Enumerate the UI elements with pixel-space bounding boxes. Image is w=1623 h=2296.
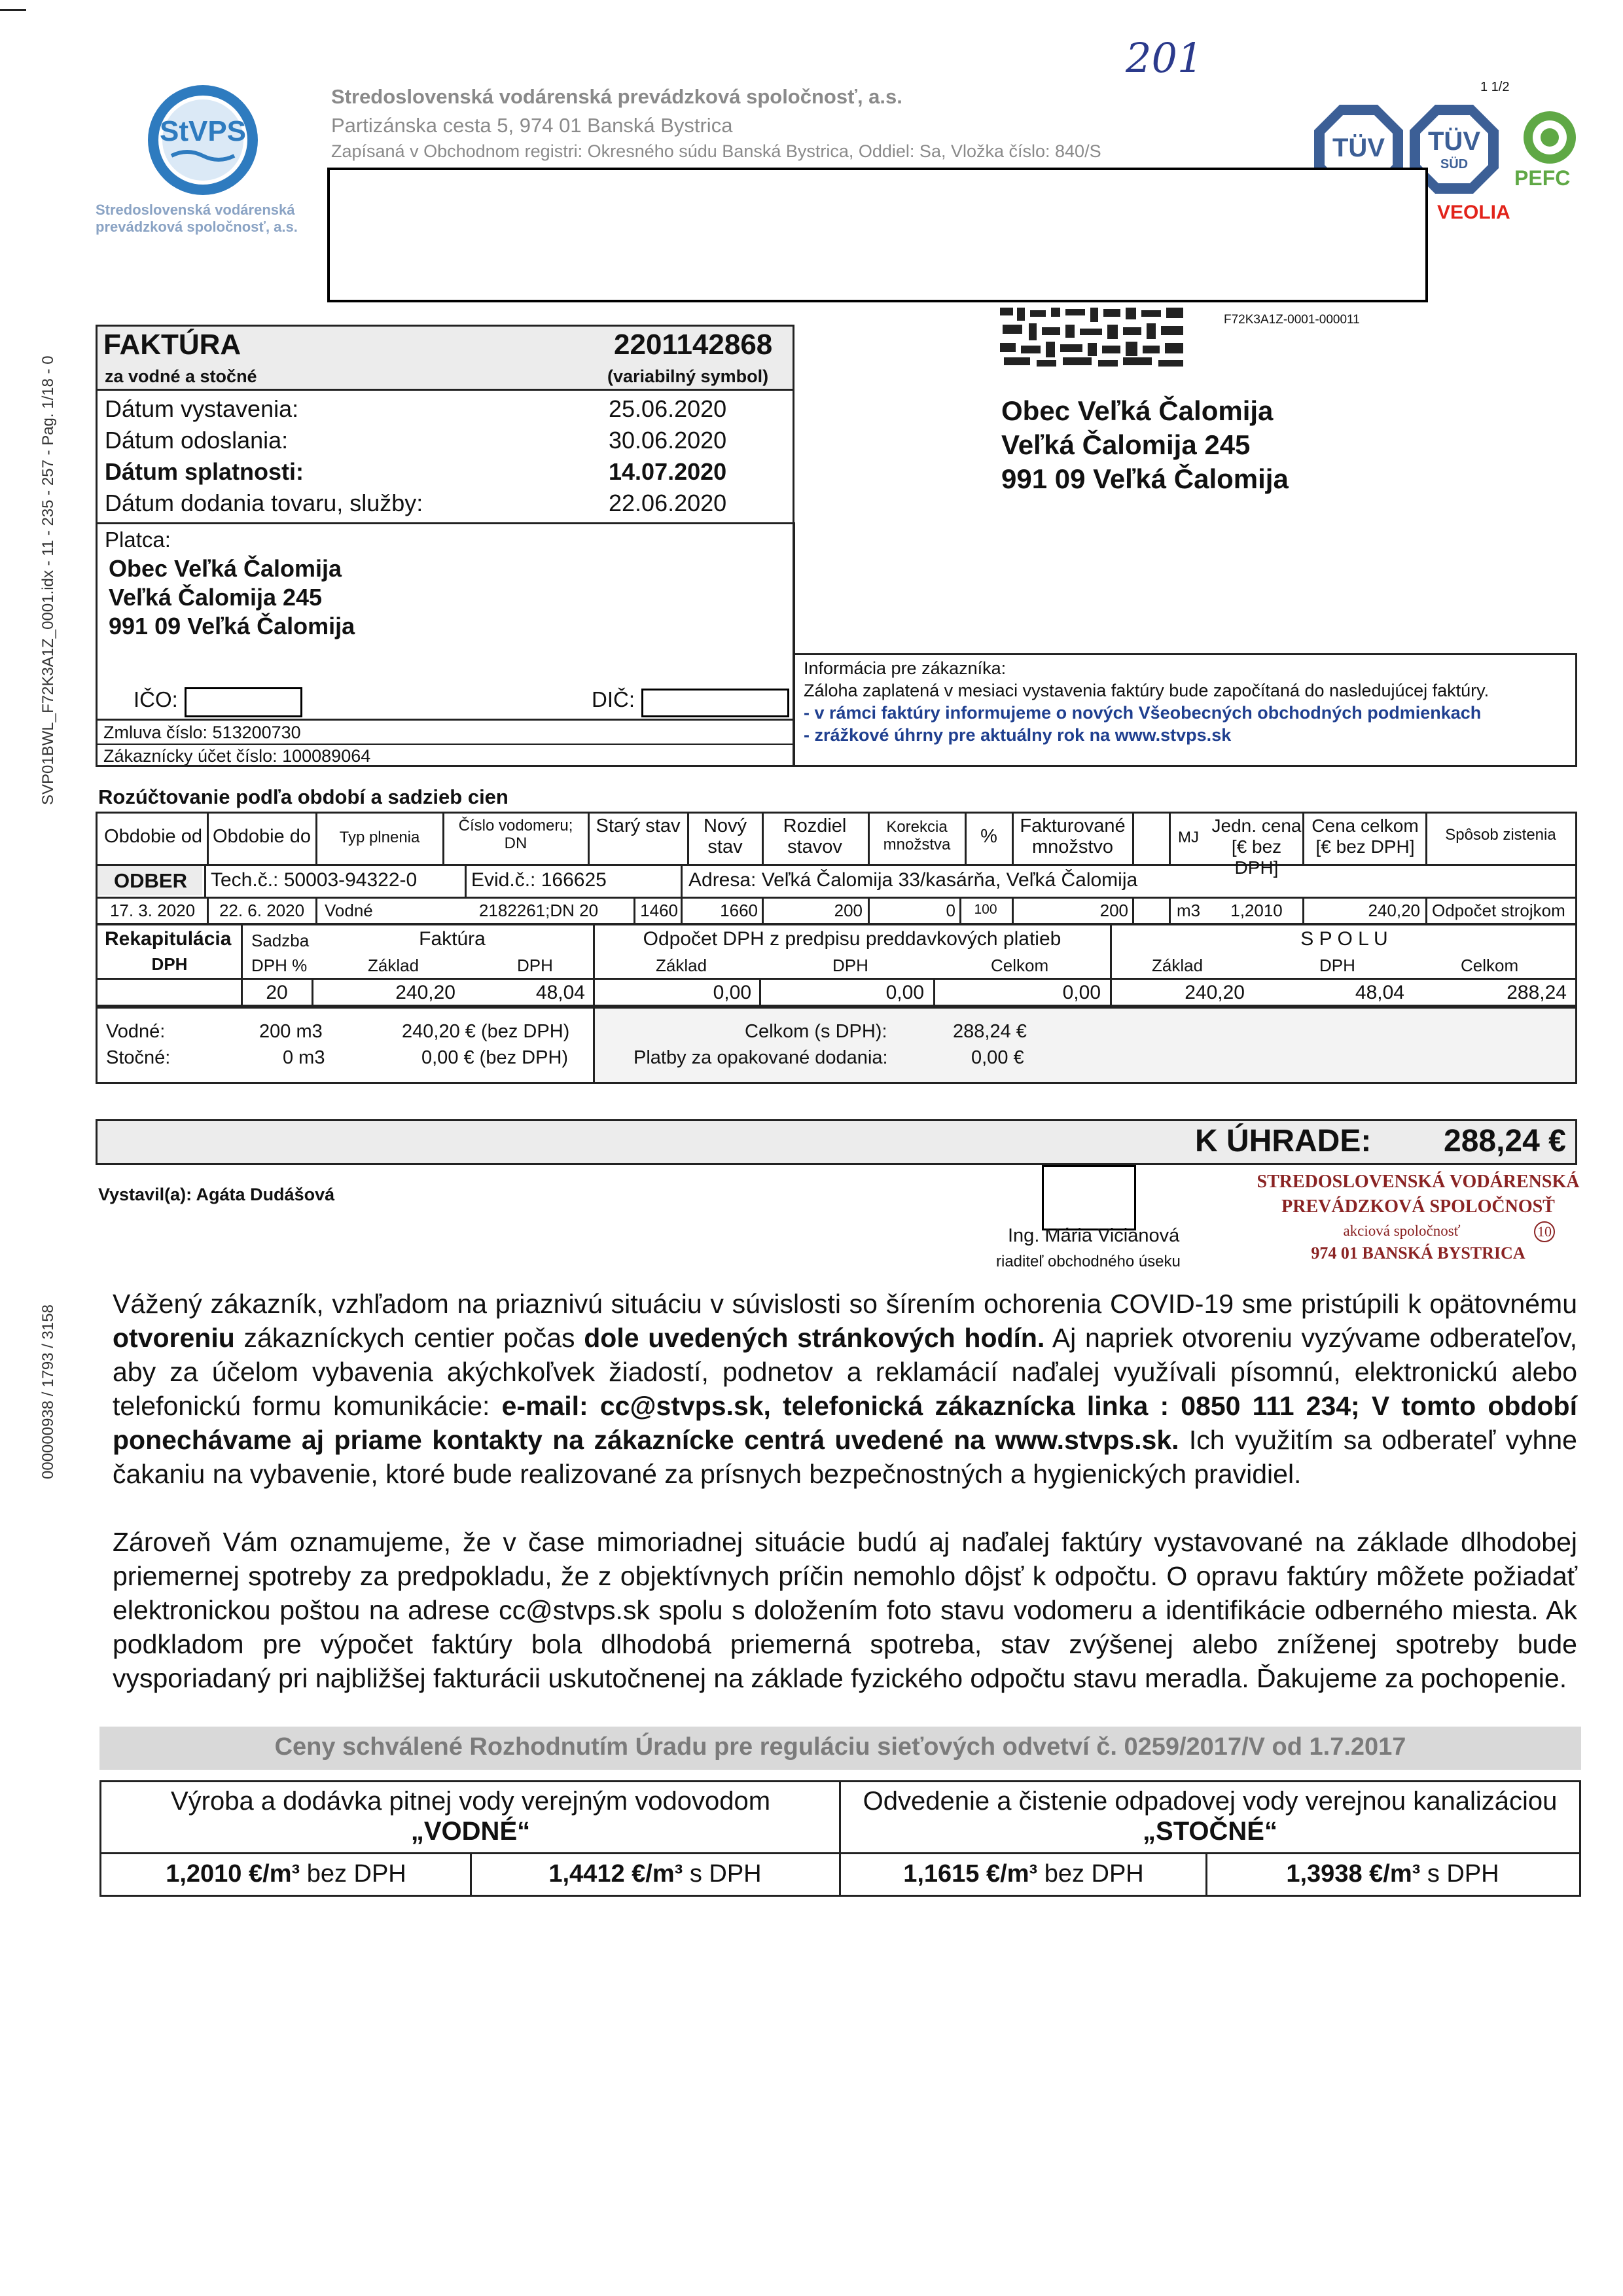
repeated-payments-value: 0,00 € bbox=[971, 1047, 1024, 1068]
cell-unit: m3 bbox=[1176, 901, 1201, 920]
tuv-sud-text: SÜD bbox=[1440, 157, 1469, 171]
recap-deduction-vat-label: DPH bbox=[832, 956, 868, 975]
recap-total-vat-label: DPH bbox=[1319, 956, 1355, 975]
payer-line-1: Obec Veľká Čalomija bbox=[109, 555, 342, 582]
water-label: Vodné: bbox=[106, 1021, 166, 1042]
logo-caption-2: prevádzková spoločnosť, a.s. bbox=[96, 219, 298, 235]
recipient-line-1: Obec Veľká Čalomija bbox=[1001, 395, 1274, 426]
customer-info-line-2: - v rámci faktúry informujeme o nových Všeobecných obchodných podmienkach bbox=[804, 703, 1482, 723]
recap-total-base-label: Základ bbox=[1152, 956, 1204, 975]
col-type: Typ plnenia bbox=[339, 829, 420, 846]
water-price-without-vat bbox=[102, 1860, 470, 1888]
odber-label: ODBER bbox=[114, 869, 187, 892]
col-total-price: Cena celkom [€ bez DPH] bbox=[1311, 816, 1419, 857]
recap-invoice-base-label: Základ bbox=[368, 956, 419, 975]
water-price-title: Výroba a dodávka pitnej vody verejným vodovodom bbox=[170, 1787, 771, 1816]
recap-dph-label: DPH bbox=[151, 954, 188, 974]
sewer-price-title: Odvedenie a čistenie odpadovej vody verejnou kanalizáciou bbox=[863, 1787, 1558, 1816]
sewer-label: Stočné: bbox=[106, 1047, 171, 1068]
company-registry: Zapísaná v Obchodnom registri: Okresného súdu Banská Bystrica, Oddiel: Sa, Vložka číslo: 840/S bbox=[331, 141, 1101, 161]
send-date-value: 30.06.2020 bbox=[609, 427, 727, 454]
col-unit-price: Jedn. cena [€ bez DPH] bbox=[1211, 816, 1302, 878]
cell-meter-number: 2182261;DN 20 bbox=[478, 901, 599, 920]
delivery-date-label: Dátum dodania tovaru, služby: bbox=[105, 490, 423, 516]
stamp-line-1: STREDOSLOVENSKÁ VODÁRENSKÁ bbox=[1257, 1172, 1580, 1192]
sewer-price-label: „STOČNÉ“ bbox=[1143, 1817, 1277, 1846]
divider bbox=[1302, 897, 1304, 925]
recap-invoice-base: 240,20 bbox=[395, 982, 455, 1003]
summary-band bbox=[595, 1009, 1575, 1082]
due-date-label: Dátum splatnosti: bbox=[105, 458, 304, 485]
col-new-state: Nový stav bbox=[703, 816, 747, 857]
cell-total-price: 240,20 bbox=[1368, 901, 1420, 920]
company-name: Stredoslovenská vodárenská prevádzková spoločnosť, a.s. bbox=[331, 85, 902, 108]
price-value: 1,4412 €/m³ bbox=[548, 1860, 683, 1888]
divider bbox=[96, 389, 794, 391]
customer-account: Zákaznícky účet číslo: 100089064 bbox=[103, 746, 371, 766]
divider bbox=[96, 864, 1577, 866]
stamp-seal-number: 10 bbox=[1534, 1221, 1555, 1242]
col-unit: MJ bbox=[1178, 829, 1199, 846]
recipient-line-2: Veľká Čalomija 245 bbox=[1001, 429, 1251, 460]
amount-due-value: 288,24 € bbox=[1444, 1124, 1566, 1158]
divider bbox=[96, 978, 1577, 980]
recap-invoice-vat-label: DPH bbox=[517, 956, 553, 975]
delivery-address: Adresa: Veľká Čalomija 33/kasárňa, Veľká Čalomija bbox=[688, 869, 1138, 891]
recap-invoice-label: Faktúra bbox=[419, 928, 486, 950]
payer-line-3: 991 09 Veľká Čalomija bbox=[109, 613, 355, 639]
stamp-line-4: 974 01 BANSKÁ BYSTRICA bbox=[1311, 1244, 1525, 1263]
sewer-amount: 0,00 € (bez DPH) bbox=[421, 1047, 569, 1068]
company-logo bbox=[145, 82, 260, 198]
invoice-title: FAKTÚRA bbox=[103, 329, 241, 361]
cell-old-state: 1460 bbox=[640, 901, 678, 920]
recap-deduction-vat: 0,00 bbox=[885, 982, 924, 1003]
company-address: Partizánska cesta 5, 974 01 Banská Bystrica bbox=[331, 114, 733, 137]
recap-total-total: 288,24 bbox=[1507, 982, 1567, 1003]
sewer-price-with-vat bbox=[1207, 1860, 1578, 1888]
notice-text: zákazníckych centier počas bbox=[234, 1323, 584, 1353]
divider bbox=[315, 897, 317, 925]
recipient-line-3: 991 09 Veľká Čalomija bbox=[1001, 463, 1289, 494]
invoice-subtitle: za vodné a stočné bbox=[105, 367, 257, 386]
sewer-qty: 0 m3 bbox=[283, 1047, 325, 1068]
price-value: 1,1615 €/m³ bbox=[903, 1860, 1038, 1888]
notice-text: Vážený zákazník, vzhľadom na priaznivú situáciu v súvislosti so šírením ochorenia COVID-19 sme pristúpili k opätovnému bbox=[113, 1289, 1577, 1319]
recap-deduction-total-label: Celkom bbox=[991, 956, 1049, 975]
divider bbox=[687, 812, 689, 864]
issued-by: Vystavil(a): Agáta Dudášová bbox=[98, 1185, 335, 1204]
issue-date-value: 25.06.2020 bbox=[609, 395, 727, 422]
divider bbox=[681, 864, 683, 897]
recap-total-label: S P O L U bbox=[1300, 928, 1388, 950]
dic-label: DIČ: bbox=[592, 687, 635, 711]
covid-notice-paragraph bbox=[113, 1287, 1577, 1491]
customer-info-title: Informácia pre zákazníka: bbox=[804, 658, 1007, 678]
invoice-number: 2201142868 bbox=[614, 329, 773, 361]
total-with-vat-label: Celkom (s DPH): bbox=[745, 1021, 887, 1042]
signatory-role: riaditeľ obchodného úseku bbox=[996, 1253, 1181, 1270]
dic-redacted bbox=[641, 689, 789, 717]
tuv-text-1: TÜV bbox=[1332, 134, 1385, 162]
scan-edge-mark bbox=[0, 9, 26, 11]
recap-rate-pct-label: DPH % bbox=[251, 956, 308, 975]
divider bbox=[442, 812, 444, 864]
notice-bold: otvoreniu bbox=[113, 1323, 235, 1353]
col-difference: Rozdiel stavov bbox=[783, 816, 847, 857]
divider bbox=[204, 864, 206, 897]
amount-due-label: K ÚHRADE: bbox=[1195, 1124, 1372, 1158]
contract-number: Zmluva číslo: 513200730 bbox=[103, 723, 301, 742]
divider bbox=[96, 719, 794, 721]
cell-period-to: 22. 6. 2020 bbox=[219, 901, 305, 920]
divider bbox=[96, 897, 1577, 899]
price-suffix: bez DPH bbox=[300, 1860, 406, 1888]
logo-caption-1: Stredoslovenská vodárenská bbox=[96, 202, 295, 218]
prices-banner-text: Ceny schválené Rozhodnutím Úradu pre reguláciu sieťových odvetví č. 0259/2017/V od 1.7.2017 bbox=[274, 1733, 1406, 1761]
tuv-text-2: TÜV bbox=[1428, 127, 1480, 156]
pefc-text: PEFC bbox=[1514, 166, 1571, 190]
cell-type: Vodné bbox=[325, 901, 373, 920]
qr-code-id: F72K3A1Z-0001-000011 bbox=[1224, 313, 1360, 327]
divider bbox=[1132, 812, 1134, 864]
divider bbox=[839, 1780, 841, 1897]
pefc-logo bbox=[1512, 109, 1590, 190]
divider bbox=[1132, 897, 1134, 925]
scan-side-code-2: 000000938 / 1793 / 3158 bbox=[39, 1304, 57, 1479]
divider bbox=[762, 812, 764, 864]
sewer-price-without-vat bbox=[842, 1860, 1205, 1888]
cell-new-state: 1660 bbox=[720, 901, 758, 920]
page-marker: 1 1/2 bbox=[1480, 80, 1510, 94]
cell-percent: 100 bbox=[974, 902, 997, 917]
col-old-state: Starý stav bbox=[596, 816, 681, 836]
divider bbox=[1425, 897, 1427, 925]
issue-date-label: Dátum vystavenia: bbox=[105, 395, 299, 422]
scan-side-code: SVP01BWL_F72K3A1Z_0001.idx - 11 - 235 - 257 - Pag. 1/18 - 0 bbox=[39, 355, 57, 805]
divider bbox=[868, 812, 870, 864]
water-price-label: „VODNÉ“ bbox=[410, 1817, 531, 1846]
col-period-to: Obdobie do bbox=[213, 826, 311, 847]
price-suffix: bez DPH bbox=[1037, 1860, 1144, 1888]
price-value: 1,3938 €/m³ bbox=[1286, 1860, 1421, 1888]
tech-number: Tech.č.: 50003-94322-0 bbox=[211, 869, 418, 891]
notice-text: Ich využitím sa odberateľ vyhne čakaniu na vybavenie, ktoré bude realizované za prísnych bezpečnostných a hygienických pravidiel. bbox=[113, 1425, 1577, 1489]
repeated-payments-label: Platby za opakované dodania: bbox=[633, 1047, 888, 1068]
recap-deduction-base: 0,00 bbox=[713, 982, 751, 1003]
billing-notice-paragraph: Zároveň Vám oznamujeme, že v čase mimoriadnej situácie budú aj naďalej faktúry vystavované na základe dlhodobej priemernej spotreby za predpokladu, že z objektívnych príčin nemohlo dôjsť k odpočtu. O opravu faktúry môžete požiadať elektronickou poštou na adrese cc@stvps.sk spolu s doložením foto stavu vodomeru a identifikácie odberného miesta. Ak podkladom pre výpočet faktúry bola dlhodobá priemerná spotreba, stav zvýšenej alebo zníženej spotreby bude vysporiadaný pri najbližšej fakturácii uskutočnenej na základe fyzického odpočtu stavu meradla. Ďakujeme za pochopenie. bbox=[113, 1527, 1577, 1693]
notice-text: Aj napriek otvoreniu vyzývame odberateľov, aby za účelom vybavenia akýchkoľvek žiadostí, podnetov a reklamácií naďalej využívali písomnú, elektronickú alebo telefonickú formu komunikácie: bbox=[113, 1323, 1577, 1421]
payer-label: Platca: bbox=[105, 528, 171, 552]
stamp-line-3: akciová spoločnosť bbox=[1343, 1223, 1461, 1239]
evid-number: Evid.č.: 166625 bbox=[471, 869, 607, 891]
water-qty: 200 m3 bbox=[259, 1021, 323, 1042]
recap-deduction-label: Odpočet DPH z predpisu preddavkových platieb bbox=[643, 928, 1061, 950]
recap-deduction-total: 0,00 bbox=[1062, 982, 1101, 1003]
cell-correction: 0 bbox=[946, 901, 955, 920]
customer-info-line-1: Záloha zaplatená v mesiaci vystavenia faktúry bude započítaná do nasledujúcej faktúry. bbox=[804, 681, 1489, 700]
signature-redacted bbox=[1042, 1165, 1136, 1230]
water-price-with-vat bbox=[471, 1860, 839, 1888]
billing-section-title: Rozúčtovanie podľa období a sadzieb cien bbox=[98, 785, 508, 808]
handwritten-number: 201 bbox=[1126, 34, 1204, 82]
divider bbox=[96, 522, 794, 524]
cell-period-from: 17. 3. 2020 bbox=[109, 901, 196, 920]
cell-billed-qty: 200 bbox=[1099, 901, 1128, 920]
price-suffix: s DPH bbox=[683, 1860, 762, 1888]
col-period-from: Obdobie od bbox=[104, 826, 202, 847]
col-percent: % bbox=[980, 826, 997, 847]
stamp-line-2: PREVÁDZKOVÁ SPOLOČNOSŤ bbox=[1281, 1196, 1555, 1217]
price-value: 1,2010 €/m³ bbox=[166, 1860, 300, 1888]
recap-rate-value: 20 bbox=[266, 982, 288, 1003]
divider bbox=[96, 744, 794, 745]
cell-unit-price: 1,2010 bbox=[1230, 901, 1283, 920]
due-date-value: 14.07.2020 bbox=[609, 458, 727, 485]
cell-method: Odpočet strojkom bbox=[1432, 901, 1565, 920]
ico-label: IČO: bbox=[134, 687, 178, 711]
recap-total-total-label: Celkom bbox=[1461, 956, 1519, 975]
recap-total-base: 240,20 bbox=[1185, 982, 1245, 1003]
recap-total-vat: 48,04 bbox=[1355, 982, 1404, 1003]
col-billed-qty: Fakturované množstvo bbox=[1020, 816, 1126, 857]
total-with-vat-value: 288,24 € bbox=[953, 1021, 1027, 1042]
signatory-name: Ing. Mária Vicianová bbox=[1008, 1225, 1180, 1246]
send-date-label: Dátum odoslania: bbox=[105, 427, 289, 454]
payer-line-2: Veľká Čalomija 245 bbox=[109, 584, 323, 611]
delivery-date-value: 22.06.2020 bbox=[609, 490, 727, 516]
notice-contacts: e-mail: cc@stvps.sk, telefonická zákaznícka linka : 0850 111 234; V tomto období ponechávame aj priame kontakty na zákaznícke centrá uvedené na www.stvps.sk. bbox=[113, 1391, 1577, 1455]
recap-title: Rekapitulácia bbox=[105, 928, 232, 950]
recap-deduction-base-label: Základ bbox=[656, 956, 707, 975]
col-correction: Korekcia množstva bbox=[883, 818, 951, 853]
qr-code bbox=[997, 305, 1187, 368]
ico-redacted bbox=[185, 687, 302, 717]
notice-bold: dole uvedených stránkových hodín. bbox=[584, 1323, 1045, 1353]
veolia-logo: VEOLIA bbox=[1437, 202, 1510, 223]
divider bbox=[1302, 812, 1304, 864]
water-amount: 240,20 € (bez DPH) bbox=[402, 1021, 570, 1042]
variable-symbol-label: (variabilný symbol) bbox=[607, 367, 769, 386]
col-meter-number: Číslo vodomeru; DN bbox=[458, 817, 573, 852]
recap-invoice-vat: 48,04 bbox=[535, 982, 585, 1003]
customer-info-line-3: - zrážkové úhrny pre aktuálny rok na www.stvps.sk bbox=[804, 725, 1232, 745]
price-suffix: s DPH bbox=[1420, 1860, 1499, 1888]
divider bbox=[465, 864, 467, 897]
redacted-address-box bbox=[327, 168, 1428, 302]
logo-text: StVPS bbox=[159, 115, 247, 147]
col-method: Spôsob zistenia bbox=[1445, 826, 1556, 844]
cell-difference: 200 bbox=[834, 901, 863, 920]
divider bbox=[588, 812, 590, 864]
recap-rate-label: Sadzba bbox=[251, 931, 310, 950]
